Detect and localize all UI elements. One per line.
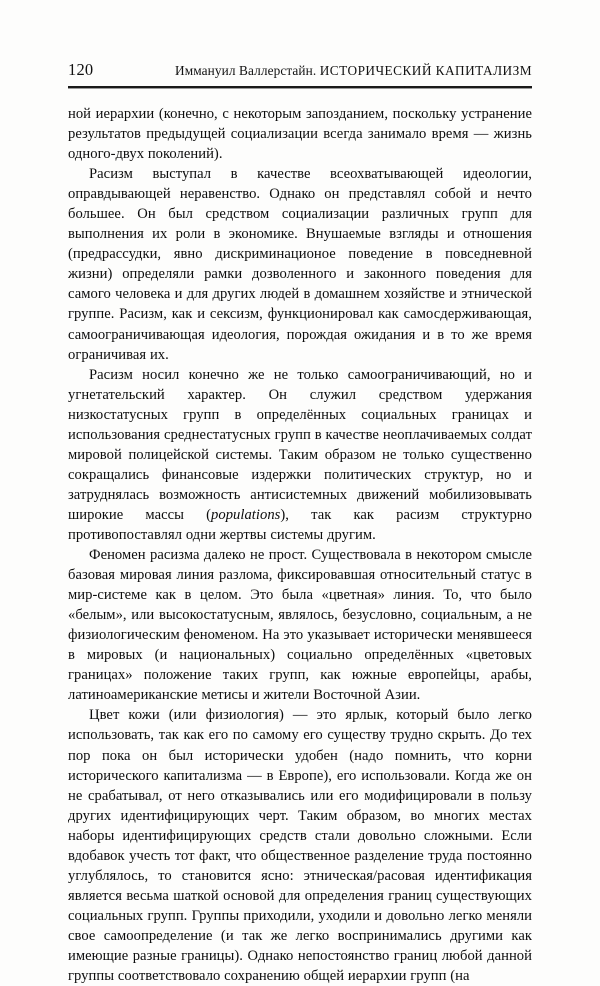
paragraph-4: Феномен расизма далеко не прост. Существовала в некотором смысле базовая мировая линия разлома, фиксировавшая относительный статус в мир-системе как в целом. Это была «цветная» линия. То, что было «белым», или высокостатусным, являлось, безусловно, социальным, а не физиологическим феноменом. На это указывает исторически менявшееся в мировых (и национальных) социально определённых «цветовых границах» положение таких групп, как южные европейцы, арабы, латиноамериканские метисы и жители Восточной Азии.: [68, 547, 532, 704]
paragraph-5: Цвет кожи (или физиология) — это ярлык, который было легко использовать, так как его по самому его существу трудно скрыть. До тех пор пока он был исторически удобен (надо помнить, что корни исторического капитализма — в Европе), его использовали. Когда же он не срабатывал, от него отказывались или его модифицировали в пользу других идентифицирующих черт. Таким образом, во многих местах наборы идентифицирующих средств стали довольно сложными. Если вдобавок учесть тот факт, что общественное разделение труда постоянно углублялось, то становится ясно: этническая/расовая идентификация является весьма шаткой основой для определения границ существующих социальных групп. Группы приходили, уходили и довольно легко меняли свое самоопределение (и так же легко воспринимались другими как имеющие разные границы). Однако непостоянство границ любой данной группы соответствовало сохранению общей иерархии групп (на: [68, 707, 532, 985]
running-head: [68, 60, 532, 80]
paragraph-3-text-before-italic: Расизм носил конечно же не только самоограничивающий, но и угнетательский характер. Он служил средством удержания низкостатусных групп в определённых социальных границах и использования среднестатусных групп в качестве неоплачиваемых солдат мировой полицейской системы. Таким образом не только существенно сокращались финансовые издержки политических структур, но и затруднялась возможность антисистемных движений мобилизовывать широкие массы (: [68, 366, 532, 523]
running-head-book-title: ИСТОРИЧЕСКИЙ КАПИТАЛИЗМ: [319, 63, 532, 78]
running-head-title: [175, 63, 532, 79]
paragraph-3: [68, 365, 532, 545]
paragraph-3-text-after-italic: ), так как расизм структурно противопоставлял одни жертвы системы другим.: [68, 506, 532, 543]
page-number: 120: [68, 60, 94, 79]
running-head-author: Иммануил Валлерстайн.: [175, 63, 317, 78]
paragraph-1: ной иерархии (конечно, с некоторым запозданием, поскольку устранение результатов предыдущей социализации всегда занимало время — жизнь одного-двух поколений).: [68, 106, 532, 163]
paragraph-2: Расизм выступал в качестве всеохватывающей идеологии, оправдывающей неравенство. Однако он представлял собой и нечто большее. Он был средством социализации различных групп для выполнения их роли в экономике. Внушаемые взгляды и отношения (предрассудки, явно дискриминационое поведение в повседневной жизни) определяли рамки дозволенного и законного поведения для самого человека и для других людей в домашнем хозяйстве и этнической группе. Расизм, как и сексизм, функционировал как самосдерживающая, самоограничивающая идеология, порождая ожидания и в то же время ограничивая их.: [68, 166, 532, 363]
italic-term-populations: populations: [211, 506, 281, 523]
header-divider-rule: [68, 86, 532, 88]
